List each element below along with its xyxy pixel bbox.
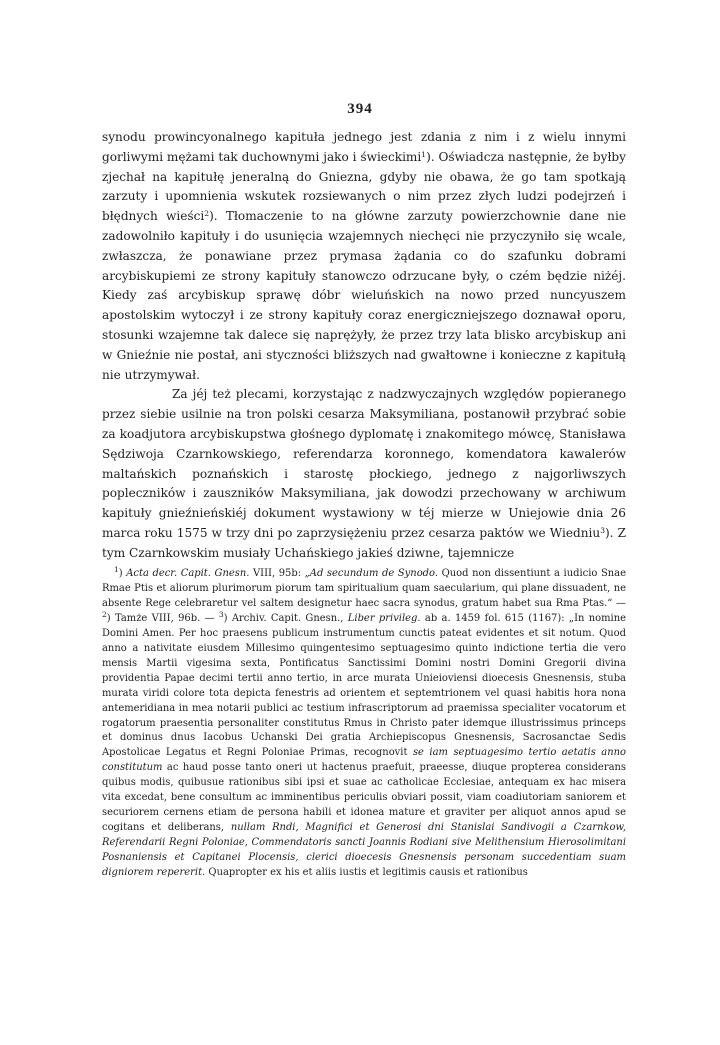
main-text [102,128,626,564]
footnote-ref-3: 3 [600,525,605,535]
page-number: 394 [347,101,373,117]
footnote-block [102,567,626,881]
footnote-1-ref: VIII, 95b: [249,568,305,579]
footnote-1-open: ) [118,568,127,579]
footnote-mark-1: 1 [114,565,119,574]
footnote-3-text-d: Quapropter ex his et aliis iustis et legitimis causis et rationibus [205,867,528,879]
footnote-1-quote: „Ad secundum de Synodo. [304,568,438,579]
footnote-3-text-c: ac haud posse tanto oneri ut hactenus praefuit, praeesse, diuque propterea considerans quibus modis, quibusue rationibus sibi ipsi et suae ac catholicae Ecclesiae, antequam ex hac misera vita excedat, bene consultum ac imminentibus periculis obviari possit, viam coadiutoriam saniorem et securiorem cernens etiam de persona habili et idonea mature et graviter per aliquot annos apud se cogitans et deliberans, [102,762,626,834]
footnote-2-text: ) Tamże VIII, 96b. — [106,612,219,624]
footnote-3-italic-2: nullam Rndi, Magnifici et Generosi dni Stanislai Sandivogii a Czarnkow, Referendarii Regni Poloniae, Commendatoris sancti Joannis Rodiani sive Melithensium Hierosolimitani Posnaniensis et Capitanei Plocensis, clerici dioecesis Gnesnensis personam succedentiam suam digniorem repererit. [102,822,626,879]
footnote-ref-2: 2 [204,209,210,219]
paragraph-2-text-b: ). Z tym Czarnkowskim musiały Uchańskiego jakieś dziwne, tajemnicze [102,525,627,560]
paragraph-1-text-a: synodu prowincyonalnego kapituła jednego jest zdania z nim i z wielu innymi gorliwymi mężami tak duchownymi jako i świeckimi [102,130,626,164]
footnotes [102,567,626,881]
footnote-3-text-a: ) Archiv. Capit. Gnesn., [223,612,348,624]
paragraph-1-text-c: ). Tłomaczenie to na główne zarzuty powierzchownie dane nie zadowolniło kapituły i do usunięcia wzajemnych niechęci nie przyczyniło się wcale, zwłaszcza, że ponawiane przez prymasa żądania co do szafunku dobrami arcybiskupiemi ze strony kapituły stanowczo odrzucane były, o czém będzie niżéj. Kiedy zaś arcybiskup sprawę dóbr wieluńskich na nowo przed nuncyuszem apostolskim wytoczył i ze strony kapituły coraz energiczniejszego doznawał oporu, stosunki wzajemne tak dalece się naprężyły, że przez trzy lata blisko arcybiskup ani w Gnieźnie nie postał, ani styczności bliższych nad gwałtowne i konieczne z kapitułą nie utrzymywał. [102,209,626,382]
footnote-ref-1: 1 [421,149,427,159]
footnote-3-italic-1: se iam septuagesimo tertio aetatis anno constitutum [102,747,626,774]
footnote-1-source: Acta decr. Capit. Gnesn. [126,568,250,579]
paragraph-2-text-a: Za jéj też plecami, korzystając z nadzwyczajnych względów popieranego przez siebie usilnie na tron polski cesarza Maksymiliana, postanowił przybrać sobie za koadjutora arcybiskupstwa głośnego dyplomatę i znakomitego mówcę, Stanisława Sędziwoja Czarnkowskiego, referendarza koronnego, komendatora kawalerów maltańskich poznańskich i starostę płockiego, jednego z najgorliwszych popleczników i zauszników Maksymiliana, jak dowodzi przechowany w archiwum kapituły gnieźnieńskiéj dokument wystawiony w téj mierze w Uniejowie dnia 26 marca roku 1575 w trzy dni po zaprzysiężeniu przez cesarza paktów we Wiedniu [102,387,626,540]
footnote-1-text: Quod non dissentiunt a iudicio Snae Rmae Ptis et aliorum plurimorum piorum tam spiritualium quam saecularium, qui plane dissuadent, ne absente Rege celebraretur vel saltem designetur haec sacra synodus, gratum habet sua Rma Ptas.“ — [102,568,626,609]
paragraph-1-text-b: ). Oświadcza następnie, że byłby zjechał na kapitułę jeneralną do Gniezna, gdyby nie obawa, że go tam spotkają zarzuty i upomnienia wskutek rozsiewanych o nim przez złych ludzi podejrzeń i błędnych wieści [102,149,627,224]
footnote-3-text-b: ab a. 1459 fol. 615 (1167): „In nomine Domini Amen. Per hoc praesens publicum instrumentum cunctis pateat evidentes et sit notum. Quod anno a nativitate eiusdem Millesimo quingentesimo septuagesimo quinto indictione tertia die vero mensis Martii vigesima sexta, Pontificatus Sanctissimi Domini nostri Domini Gregorii divina providentia Papae decimi tertii anno tertio, in arce murata Unieioviensi dioecesis Gnesnensis, stuba murata viridi colore tota depicta fenestris ad orientem et septemtrionem vel quasi habitis hora nona antemeridiana in mea notarii publici ac testium infrascriptorum ad praemissa specialiter vocatorum et rogatorum praesentia personaliter constitutus Rmus in Christo pater idemque illustrissimus princeps et dominus dnus Iacobus Uchanski Dei gratia Archiepiscopus Gnesnensis, Sacrosanctae Sedis Apostolicae Legatus et Regni Poloniae Primas, recognovit [102,612,627,759]
footnote-mark-2: 2 [102,609,107,619]
footnote-mark-3: 3 [218,609,224,619]
paragraph-1 [102,128,626,385]
paragraph-2 [102,385,626,563]
footnote-3-source: Liber privileg. [347,612,421,624]
